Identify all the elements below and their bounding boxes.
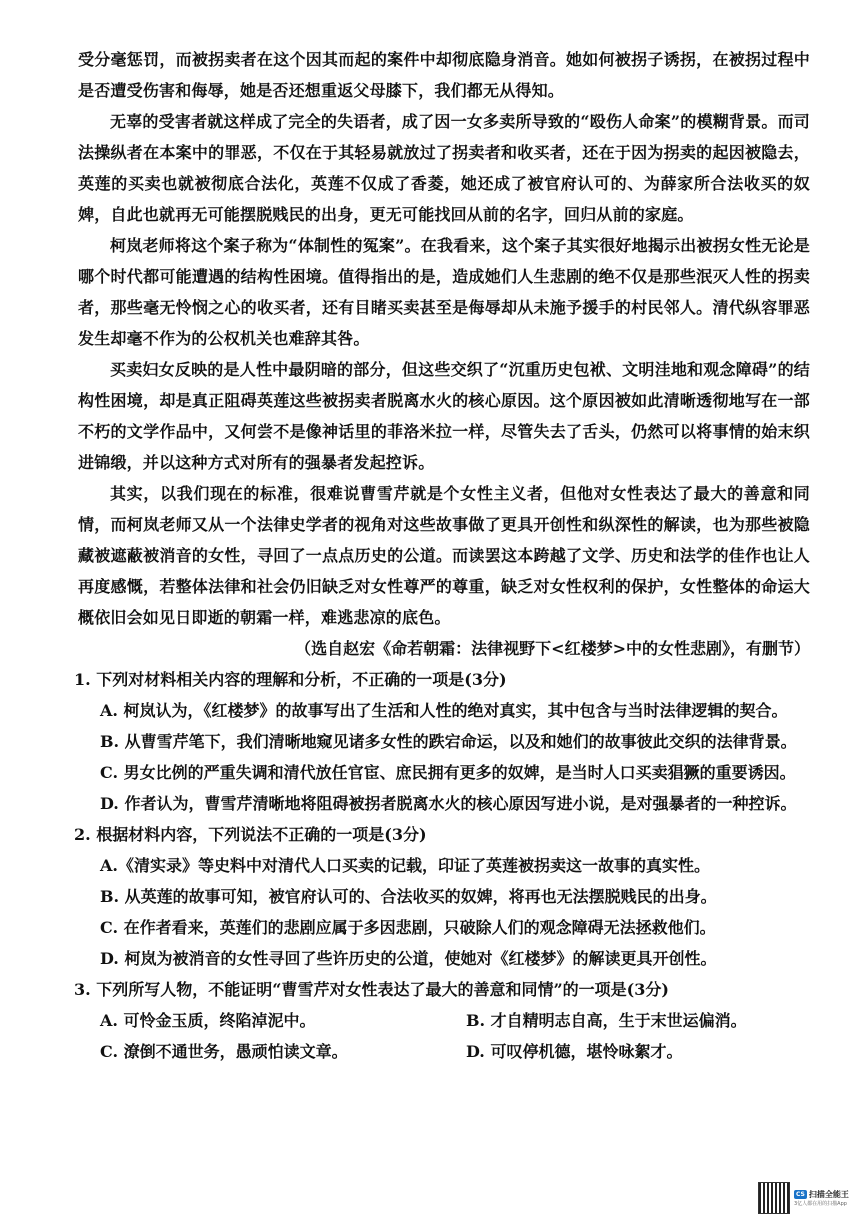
document-page bbox=[74, 44, 810, 1067]
paragraph-5: 其实，以我们现在的标准，很难说曹雪芹就是个女性主义者，但他对女性表达了最大的善意和同情，而柯岚老师又从一个法律史学者的视角对这些故事做了更具开创性和纵深性的解读，也为那些被隐藏被遮蔽被消音的女性，寻回了一点点历史的公道。而读罢这本跨越了文学、历史和法学的佳作也让人再度感慨，若整体法律和社会仍旧缺乏对女性尊严的尊重，缺乏对女性权利的保护，女性整体的命运大概依旧会如见日即逝的朝霜一样，难逃悲凉的底色。 bbox=[78, 484, 810, 627]
question-1-option-b: B. 从曹雪芹笔下，我们清晰地窥见诸多女性的跌宕命运，以及和她们的故事彼此交织的法律背景。 bbox=[100, 732, 797, 751]
scanner-badge-title-row bbox=[794, 1189, 849, 1200]
question-3-options-row-1 bbox=[78, 1005, 810, 1036]
question-2 bbox=[74, 819, 810, 974]
question-1-stem: 1. 下列对材料相关内容的理解和分析，不正确的一项是(3分) bbox=[74, 670, 507, 689]
scanner-watermark bbox=[758, 1180, 858, 1216]
scanner-subtitle: 3亿人都在用的扫描App bbox=[794, 1201, 847, 1207]
question-3-options-row-2 bbox=[78, 1036, 810, 1067]
scanner-title: 扫描全能王 bbox=[808, 1190, 849, 1199]
paragraph-1: 受分毫惩罚，而被拐卖者在这个因其而起的案件中却彻底隐身消音。她如何被拐子诱拐，在被拐过程中是否遭受伤害和侮辱，她是否还想重返父母膝下，我们都无从得知。 bbox=[78, 50, 810, 100]
question-1-option-d: D. 作者认为，曹雪芹清晰地将阻碍被拐者脱离水火的核心原因写进小说，是对强暴者的一种控诉。 bbox=[100, 794, 797, 813]
paragraph-4: 买卖妇女反映的是人性中最阴暗的部分，但这些交织了“沉重历史包袱、文明洼地和观念障碍”的结构性困境，却是真正阻碍英莲这些被拐卖者脱离水火的核心原因。这个原因被如此清晰透彻地写在一部不朽的文学作品中，又何尝不是像神话里的菲洛米拉一样，尽管失去了舌头，仍然可以将事情的始末织进锦缎，并以这种方式对所有的强暴者发起控诉。 bbox=[78, 360, 810, 472]
question-2-option-a: A.《清实录》等史料中对清代人口买卖的记载，印证了英莲被拐卖这一故事的真实性。 bbox=[100, 856, 710, 875]
question-3 bbox=[74, 974, 810, 1067]
question-2-option-b: B. 从英莲的故事可知，被官府认可的、合法收买的奴婢，将再也无法摆脱贱民的出身。 bbox=[100, 887, 717, 906]
question-3-option-d: D. 可叹停机德，堪怜咏絮才。 bbox=[466, 1042, 683, 1061]
qr-code-icon bbox=[758, 1182, 790, 1214]
question-2-stem: 2. 根据材料内容，下列说法不正确的一项是(3分) bbox=[74, 825, 427, 844]
source-citation: （选自赵宏《命若朝霜：法律视野下<红楼梦>中的女性悲剧》，有删节） bbox=[295, 639, 810, 658]
question-3-option-b: B. 才自精明志自高，生于末世运偏消。 bbox=[466, 1011, 747, 1030]
question-3-option-a: A. 可怜金玉质，终陷淖泥中。 bbox=[100, 1011, 316, 1030]
cs-icon: CS bbox=[796, 1191, 805, 1198]
question-3-stem: 3. 下列所写人物，不能证明“曹雪芹对女性表达了最大的善意和同情”的一项是(3分) bbox=[74, 980, 669, 999]
question-1-option-a: A. 柯岚认为，《红楼梦》的故事写出了生活和人性的绝对真实，其中包含与当时法律逻辑的契合。 bbox=[100, 701, 788, 720]
question-1 bbox=[74, 664, 810, 819]
scanner-badge bbox=[794, 1189, 849, 1207]
paragraph-3: 柯岚老师将这个案子称为“体制性的冤案”。在我看来，这个案子其实很好地揭示出被拐女性无论是哪个时代都可能遭遇的结构性困境。值得指出的是，造成她们人生悲剧的绝不仅是那些泯灭人性的拐卖者，那些毫无怜悯之心的收买者，还有目睹买卖甚至是侮辱却从未施予援手的村民邻人。清代纵容罪恶发生却毫不作为的公权机关也难辞其咎。 bbox=[78, 236, 810, 348]
question-3-option-c: C. 潦倒不通世务，愚顽怕读文章。 bbox=[100, 1042, 348, 1061]
question-2-option-c: C. 在作者看来，英莲们的悲剧应属于多因悲剧，只破除人们的观念障碍无法拯救他们。 bbox=[100, 918, 716, 937]
question-1-option-c: C. 男女比例的严重失调和清代放任官宦、庶民拥有更多的奴婢，是当时人口买卖猖獗的重要诱因。 bbox=[100, 763, 796, 782]
question-2-option-d: D. 柯岚为被消音的女性寻回了些许历史的公道，使她对《红楼梦》的解读更具开创性。 bbox=[100, 949, 717, 968]
paragraph-2: 无辜的受害者就这样成了完全的失语者，成了因一女多卖所导致的“殴伤人命案”的模糊背景。而司法操纵者在本案中的罪恶，不仅在于其轻易就放过了拐卖者和收买者，还在于因为拐卖的起因被隐去，英莲的买卖也就被彻底合法化，英莲不仅成了香菱，她还成了被官府认可的、为薛家所合法收买的奴婢，自此也就再无可能摆脱贱民的出身，更无可能找回从前的名字，回归从前的家庭。 bbox=[78, 112, 810, 224]
